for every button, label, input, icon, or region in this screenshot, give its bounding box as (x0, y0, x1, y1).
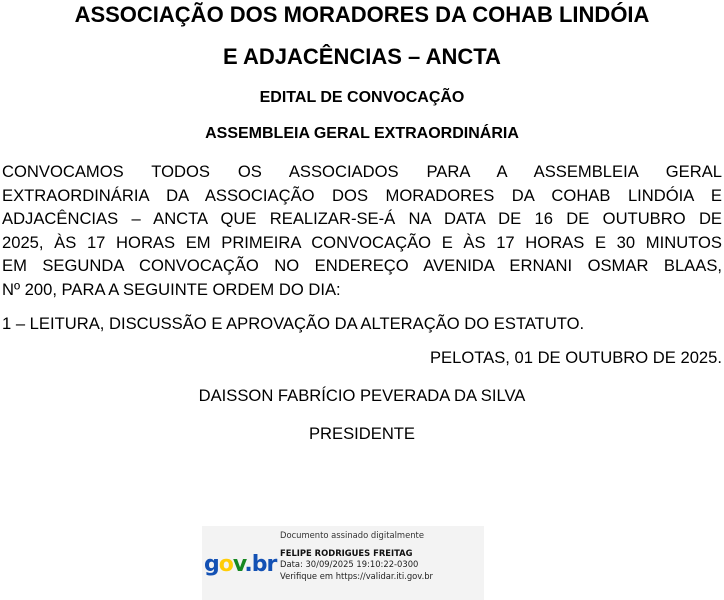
signature-heading: Documento assinado digitalmente (280, 530, 424, 540)
signer-name: FELIPE RODRIGUES FREITAG (280, 547, 413, 558)
signature-details (280, 530, 480, 582)
digital-signature-stamp (202, 526, 484, 600)
paragraph-line: Nº 200, PARA A SEGUINTE ORDEM DO DIA: (2, 279, 341, 299)
svg-text:gov.br: gov.br (204, 552, 277, 577)
notice-heading: EDITAL DE CONVOCAÇÃO (259, 89, 465, 106)
signature-date: Data: 30/09/2025 19:10:22-0300 (280, 559, 419, 569)
paragraph-line: CONVOCAMOS TODOS OS ASSOCIADOS PARA A ASSEMBLEIA GERAL (2, 162, 722, 181)
association-title-line1: ASSOCIAÇÃO DOS MORADORES DA COHAB LINDÓIA (74, 2, 650, 27)
paragraph-line: 2025, ÀS 17 HORAS EM PRIMEIRA CONVOCAÇÃO E ÀS 17 HORAS E 30 MINUTOS (2, 232, 722, 252)
agenda-item: 1 – LEITURA, DISCUSSÃO E APROVAÇÃO DA ALTERAÇÃO DO ESTATUTO. (2, 314, 585, 333)
association-title-line2: E ADJACÊNCIAS – ANCTA (223, 44, 501, 69)
paragraph-line: ADJACÊNCIAS – ANCTA QUE REALIZAR-SE-Á NA DATA DE 16 DE OUTUBRO DE (2, 209, 722, 229)
verification-link[interactable]: Verifique em https://validar.iti.gov.br (280, 570, 433, 581)
convocation-paragraph (2, 160, 722, 302)
paragraph-line: EXTRAORDINÁRIA DA ASSOCIAÇÃO DOS MORADORES DA COHAB LINDÓIA E (2, 185, 722, 205)
signatory-name: DAISSON FABRÍCIO PEVERADA DA SILVA (198, 386, 526, 405)
gov-br-logo-icon (204, 544, 278, 578)
signatory-role: PRESIDENTE (308, 424, 416, 443)
place-date: PELOTAS, 01 DE OUTUBRO DE 2025. (429, 348, 722, 367)
paragraph-line: EM SEGUNDA CONVOCAÇÃO NO ENDEREÇO AVENIDA ERNANI OSMAR BLAAS, (2, 256, 722, 276)
assembly-heading: ASSEMBLEIA GERAL EXTRAORDINÁRIA (205, 125, 519, 142)
